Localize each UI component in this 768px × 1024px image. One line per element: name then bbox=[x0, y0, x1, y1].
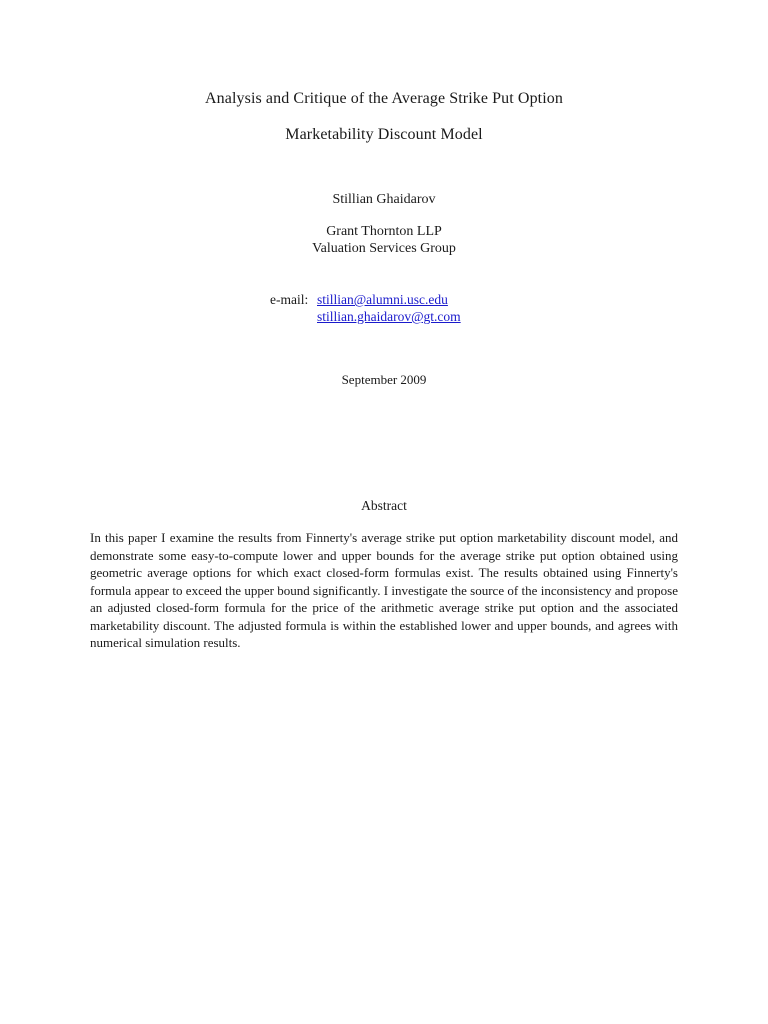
abstract-heading: Abstract bbox=[361, 498, 407, 513]
abstract-body: In this paper I examine the results from Finnerty's average strike put option marketability discount model, and demonstrate some easy-to-compute lower and upper bounds for the average strike put option obtained using geometric average options for which exact closed-form formulas exist. The results obtained using Finnerty's formula appear to exceed the upper bound significantly. I investigate the source of the inconsistency and propose an adjusted closed-form formula for the price of the arithmetic average strike put option and the associated marketability discount. The adjusted formula is within the established lower and upper bounds, and agrees with numerical simulation results. bbox=[90, 530, 678, 650]
email-row-2 bbox=[270, 308, 461, 325]
email-block bbox=[270, 291, 461, 325]
email-label: e-mail: bbox=[270, 292, 309, 307]
title-line-1: Analysis and Critique of the Average Strike Put Option bbox=[205, 90, 563, 107]
email-row-1 bbox=[270, 291, 461, 308]
title-line-2: Marketability Discount Model bbox=[285, 126, 483, 143]
author-name: Stillian Ghaidarov bbox=[332, 192, 436, 207]
email-link-usc[interactable]: stillian@alumni.usc.edu bbox=[317, 292, 448, 307]
publication-date: September 2009 bbox=[341, 372, 427, 387]
email-link-gt[interactable]: stillian.ghaidarov@gt.com bbox=[317, 309, 461, 324]
affiliation-company: Grant Thornton LLP bbox=[326, 224, 442, 239]
affiliation-group: Valuation Services Group bbox=[312, 241, 456, 256]
